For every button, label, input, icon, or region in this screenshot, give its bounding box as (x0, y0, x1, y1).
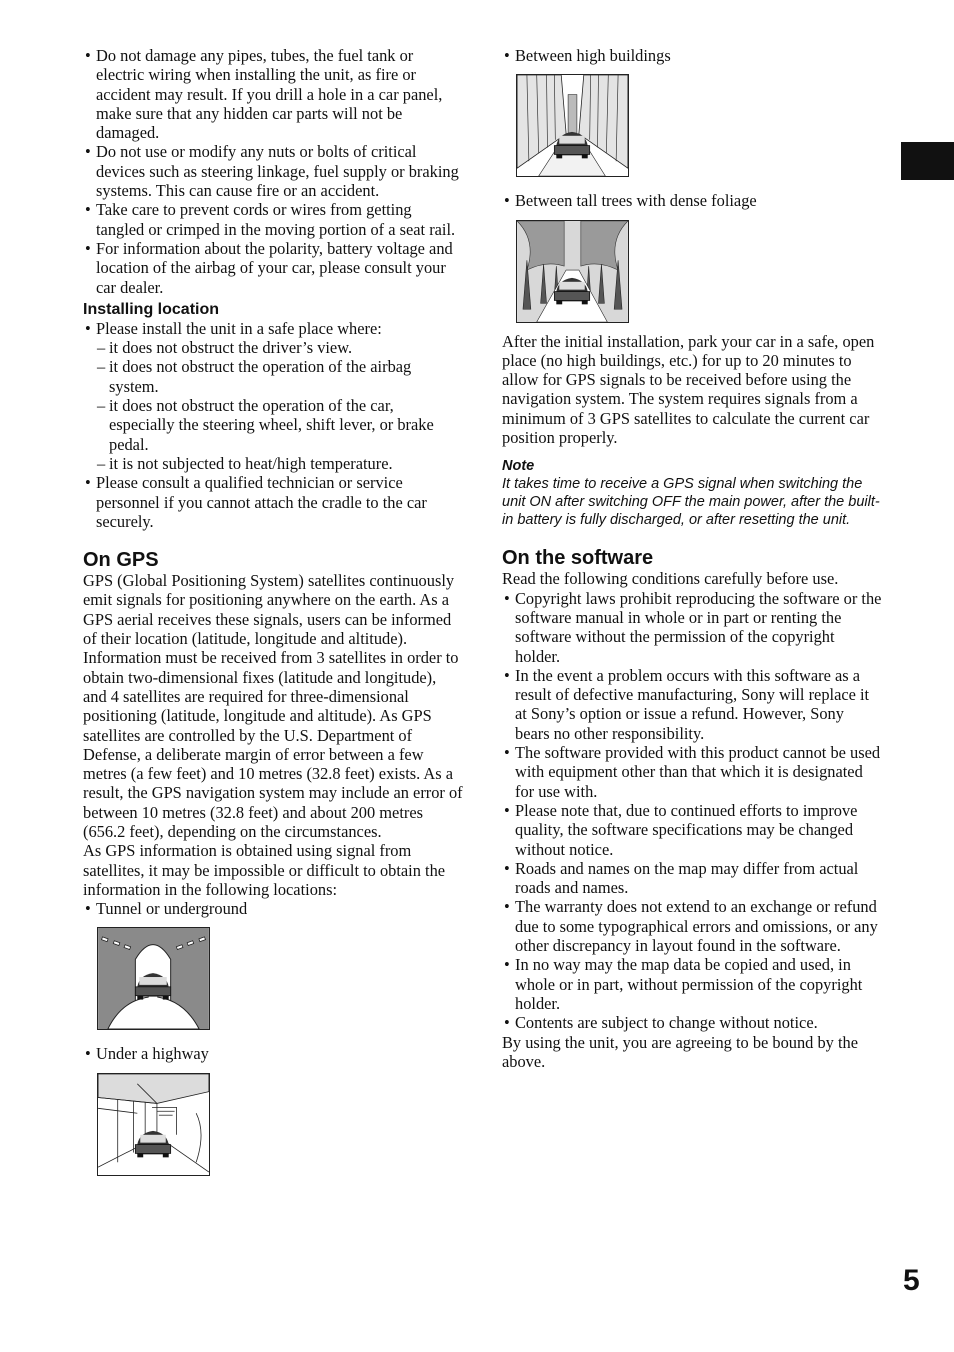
list-item: • Between tall trees with dense foliage (502, 191, 882, 210)
list-item: • Between high buildings (502, 46, 882, 65)
list-item: • Tunnel or underground (83, 899, 463, 918)
list-item: • In no way may the map data be copied and used, in whole or in part, without permission of the copyright holder. (502, 955, 882, 1013)
list-item: • Please note that, due to continued efforts to improve quality, the software specifications may be changed without notice. (502, 801, 882, 859)
list-item: • In the event a problem occurs with this software as a result of defective manufacturing, Sony will replace it at Sony’s option or issue a refund. However, Sony bears no other responsibility. (502, 666, 882, 743)
software-closing: By using the unit, you are agreeing to be bound by the above. (502, 1032, 858, 1071)
installing-intro: Please install the unit in a safe place where: (96, 318, 382, 338)
safety-bullet-list (83, 46, 463, 297)
tunnel-illustration (97, 927, 210, 1030)
installing-location-heading: Installing location (83, 300, 220, 318)
on-the-software-heading: On the software (502, 547, 654, 570)
tunnel-item (83, 899, 463, 918)
gps-paragraph-2: As GPS information is obtained using signal from satellites, it may be impossible or difficult to obtain the information in the following locations: (83, 841, 446, 899)
list-item: • Please consult a qualified technician or service personnel if you cannot attach the cradle to the car securely. (83, 473, 463, 531)
software-bullet-list (502, 589, 882, 1033)
highway-item (83, 1044, 463, 1063)
left-column (83, 46, 463, 1176)
right-column (502, 46, 882, 1071)
note-text: It takes time to receive a GPS signal when switching the unit ON after switching OFF the main power, after the built-in battery is fully discharged, or after resetting the unit. (502, 476, 880, 529)
list-item: – it is not subjected to heat/high temperature. (83, 454, 463, 473)
page-number: 5 (903, 1264, 920, 1297)
list-item: • Do not use or modify any nuts or bolts of critical devices such as steering linkage, fuel supply or braking systems. This can cause fire or an accident. (83, 142, 463, 200)
list-item: • The software provided with this product cannot be used with equipment other than that which it is designated for use with. (502, 743, 882, 801)
highway-illustration (97, 1073, 210, 1176)
buildings-item (502, 46, 882, 65)
software-intro: Read the following conditions carefully before use. (502, 569, 839, 589)
after-installation-paragraph: After the initial installation, park your car in a safe, open place (no high buildings, etc.) for up to 20 minutes to allow for GPS signals to be received before using the navigation system. The system requires signals from a minimum of 3 GPS satellites to calculate the current car position properly. (502, 331, 875, 448)
list-item: • Roads and names on the map may differ from actual roads and names. (502, 859, 882, 898)
installing-list-end (83, 473, 463, 531)
list-item: • Contents are subject to change without notice. (502, 1013, 882, 1032)
gps-paragraph-1: GPS (Global Positioning System) satellites continuously emit signals for positioning anywhere on the earth. As a GPS aerial receives these signals, users can be informed of their location (latitude, longitude and altitude). Information must be received from 3 satellites in order to obtain two-dimensional fixes (latitude and longitude), and 4 satellites are required for three-dimensional positioning (latitude, longitude and altitude). As GPS satellites are controlled by the U.S. Department of Defense, a deliberate margin of error between a few metres (a few feet) and 10 metres (32.8 feet) exists. As a result, the GPS navigation system may include an error of between 10 metres (32.8 feet) and about 200 metres (656.2 feet), depending on the circumstances. (83, 571, 463, 841)
list-item: • The warranty does not extend to an exchange or refund due to some typographical errors and omissions, or any other discrepancy in layout found in the software. (502, 897, 882, 955)
installing-list (83, 319, 463, 338)
list-item: • For information about the polarity, battery voltage and location of the airbag of your car, please consult your car dealer. (83, 239, 463, 297)
list-item: • Copyright laws prohibit reproducing the software or the software manual in whole or in part or renting the software without the permission of the copyright holder. (502, 589, 882, 666)
section-tab-marker (901, 142, 954, 180)
list-item: – it does not obstruct the operation of the airbag system. (83, 357, 463, 396)
list-item: • Take care to prevent cords or wires from getting tangled or crimped in the moving portion of a seat rail. (83, 200, 463, 239)
list-item (83, 319, 463, 338)
list-item: • Do not damage any pipes, tubes, the fuel tank or electric wiring when installing the unit, as fire or accident may result. If you drill a hole in a car panel, make sure that any hidden car parts will not be damaged. (83, 46, 463, 142)
installing-dash-list (83, 338, 463, 473)
trees-item (502, 191, 882, 210)
list-item: – it does not obstruct the driver’s view. (83, 338, 463, 357)
buildings-illustration (516, 74, 629, 177)
list-item: • Under a highway (83, 1044, 463, 1063)
list-item: – it does not obstruct the operation of the car, especially the steering wheel, shift lever, or brake pedal. (83, 396, 463, 454)
trees-illustration (516, 220, 629, 323)
note-heading: Note (502, 458, 535, 475)
on-gps-heading: On GPS (83, 549, 159, 572)
